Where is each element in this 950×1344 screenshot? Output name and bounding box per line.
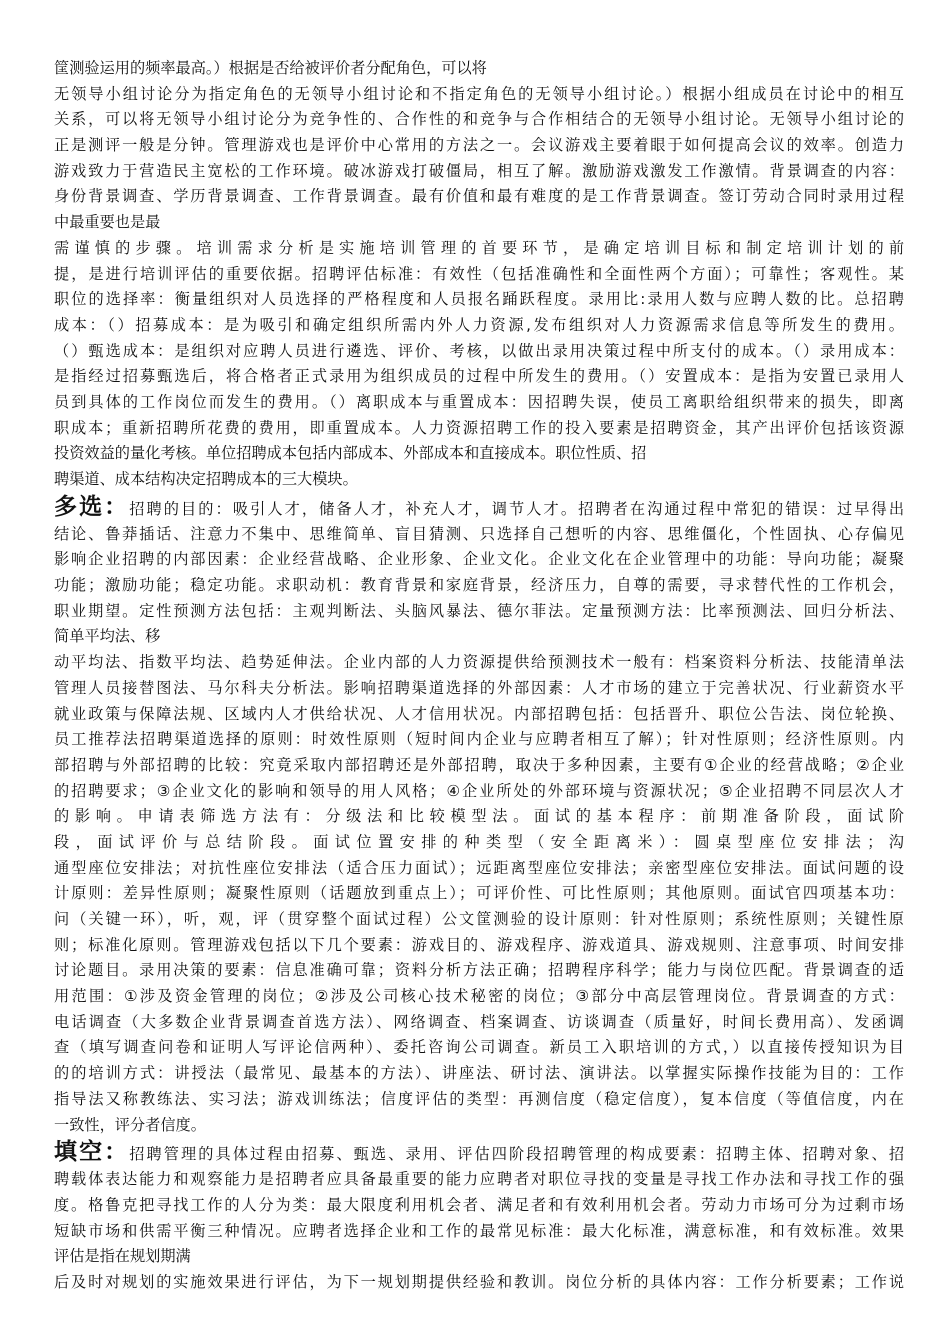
multi-select-heading: 多选： (54, 493, 130, 520)
fill-blank-first-text: 招聘管理的具体过程由招募、甄选、录用、评估四阶段招聘管理的构成要素：招聘主体、招聘对象、招 (129, 1145, 904, 1164)
text-line: 通型座位安排法；对抗性座位安排法（适合压力面试）；远距离型座位安排法；亲密型座位安排法。面试问题的设 (54, 858, 904, 877)
text-line: 聘载体表达能力和观察能力是招聘者应具备最重要的能力应聘者对职位寻找的变量是寻找工作办法和寻找工作的强 (54, 1170, 904, 1189)
text-line: 中最重要也是最 (54, 213, 161, 232)
text-line: 指导法又称教练法、实习法；游戏训练法；信度评估的类型：再测信度（稳定信度），复本信度（等值信度，内在 (54, 1089, 904, 1108)
text-line: 的招聘要求；③企业文化的影响和领导的用人风格；④企业所处的外部环境与资源状况；⑤企业招聘不同层次人才 (54, 781, 904, 800)
text-line: 短缺市场和供需平衡三种情况。应聘者选择企业和工作的最常见标准：最大化标准，满意标准，和有效标准。效果 (54, 1221, 904, 1240)
text-line: 结论、鲁莽插话、注意力不集中、思维简单、盲目猜测、只选择自己想听的内容、思维僵化，个性固执、心存偏见 (54, 524, 904, 543)
text-line: 关系，可以将无领导小组讨论分为竞争性的、合作性的和竞争与合作相结合的无领导小组讨论。无领导小组讨论的 (54, 110, 904, 129)
text-line: 影响企业招聘的内部因素：企业经营战略、企业形象、企业文化。企业文化在企业管理中的功能：导向功能；凝聚 (54, 550, 904, 569)
text-line: 筐测验运用的频率最高。）根据是否给被评价者分配角色，可以将 (54, 59, 487, 77)
text-line: 聘渠道、成本结构决定招聘成本的三大模块。 (54, 470, 358, 488)
text-line: 一致性，评分者信度。 (54, 1115, 206, 1134)
text-line: 部招聘与外部招聘的比较：究竟采取内部招聘还是外部招聘，取决于多种因素，主要有①企业的经营战略；②企业 (54, 755, 904, 774)
text-line: 的的培训方式：讲授法（最常见、最基本的方法）、讲座法、研讨法、演讲法。以掌握实际操作技能为目的：工作 (54, 1064, 904, 1083)
text-line: 成本：（）招募成本：是为吸引和确定组织所需内外人力资源,发布组织对人力资源需求信息等所发生的费用。 (54, 315, 904, 334)
text-line: 管理人员接替图法、马尔科夫分析法。影响招聘渠道选择的外部因素：人才市场的建立于完善状况、行业薪资水平 (54, 678, 904, 697)
multi-select-paragraph (54, 522, 904, 1139)
text-line: 动平均法、指数平均法、趋势延伸法。企业内部的人力资源提供给预测技术一般有：档案资料分析法、技能清单法 (54, 653, 904, 672)
multi-select-first-text: 招聘的目的：吸引人才，储备人才，补充人才，调节人才。招聘者在沟通过程中常犯的错误：过早得出 (129, 499, 904, 518)
text-line: 评估是指在规划期满 (54, 1247, 191, 1266)
text-line: 职位的选择率：衡量组织对人员选择的严格程度和人员报名踊跃程度。录用比:录用人数与应聘人数的比。总招聘 (54, 290, 904, 309)
fill-blank-first-line (54, 1138, 904, 1167)
text-line: 的影响。申请表筛选方法有：分级法和比较模型法。面试的基本程序：前期准备阶段，面试阶 (54, 807, 904, 826)
text-line: 则；标准化原则。管理游戏包括以下几个要素：游戏目的、游戏程序、游戏道具、游戏规则、注意事项、时间安排 (54, 935, 904, 954)
text-line: 就业政策与保障法规、区域内人才供给状况、人才信用状况。内部招聘包括：包括晋升、职位公告法、岗位轮换、 (54, 704, 904, 723)
text-line: 后及时对规划的实施效果进行评估，为下一规划期提供经验和教训。岗位分析的具体内容：工作分析要素；工作说 (54, 1272, 904, 1291)
text-line: 用范围：①涉及资金管理的岗位；②涉及公司核心技术秘密的岗位；③部分中高层管理岗位。背景调查的方式： (54, 987, 904, 1006)
text-line: 讨论题目。录用决策的要素：信息准确可靠；资料分析方法正确；招聘程序科学；能力与岗位匹配。背景调查的适 (54, 961, 904, 980)
text-line: 游戏致力于营造民主宽松的工作环境。破冰游戏打破僵局，相互了解。激励游戏激发工作激情。背景调查的内容： (54, 161, 904, 180)
multi-select-first-line (54, 493, 904, 522)
text-line: 是指经过招募甄选后，将合格者正式录用为组织成员的过程中所发生的费用。（）安置成本：是指为安置已录用人 (54, 367, 904, 386)
text-line: 身份背景调查、学历背景调查、工作背景调查。最有价值和最有难度的是工作背景调查。签订劳动合同时录用过程 (54, 187, 904, 206)
text-line: 无领导小组讨论分为指定角色的无领导小组讨论和不指定角色的无领导小组讨论。）根据小组成员在讨论中的相互 (54, 84, 904, 103)
text-line: 功能；激励功能；稳定功能。求职动机：教育背景和家庭背景，经济压力，自尊的需要，寻求替代性的工作机会， (54, 576, 904, 595)
text-line: 问（关键一环），听，观，评（贯穿整个面试过程）公文筐测验的设计原则：针对性原则；系统性原则；关键性原 (54, 910, 904, 928)
text-line: 计原则：差异性原则；凝聚性原则（话题放到重点上）；可评价性、可比性原则；其他原则。面试官四项基本功： (54, 884, 904, 903)
text-line: 段，面试评价与总结阶段。面试位置安排的种类型（安全距离米）：圆桌型座位安排法；沟 (54, 832, 904, 851)
text-line: （）甄选成本：是组织对应聘人员进行遴选、评价、考核，以做出录用决策过程中所支付的成本。（）录用成本： (54, 341, 904, 360)
text-line: 员到具体的工作岗位而发生的费用。（）离职成本与重置成本：因招聘失误，使员工离职给组织带来的损失，即离 (54, 392, 904, 411)
text-line: 提，是进行培训评估的重要依据。招聘评估标准：有效性（包括准确性和全面性两个方面）；可靠性；客观性。某 (54, 264, 904, 283)
text-line: 投资效益的量化考核。单位招聘成本包括内部成本、外部成本和直接成本。职位性质、招 (54, 444, 647, 463)
fill-blank-heading: 填空： (54, 1139, 130, 1166)
text-line: 简单平均法、移 (54, 627, 161, 646)
text-line: 职成本；重新招聘所花费的费用，即重置成本。人力资源招聘工作的投入要素是招聘资金，其产出评价包括该资源 (54, 418, 904, 437)
text-line: 度。格鲁克把寻找工作的人分为类：最大限度利用机会者、满足者和有效利用机会者。劳动力市场可分为过剩市场 (54, 1195, 904, 1214)
text-line: 查（填写调查问卷和证明人写评论信两种）、委托咨询公司调查。新员工入职培训的方式，）以直接传授知识为目 (54, 1038, 904, 1057)
text-line: 电话调查（大多数企业背景调查首选方法）、网络调查、档案调查、访谈调查（质量好，时间长费用高）、发函调 (54, 1012, 904, 1031)
fill-blank-paragraph (54, 1167, 904, 1295)
text-line: 职业期望。定性预测方法包括：主观判断法、头脑风暴法、德尔菲法。定量预测方法：比率预测法、回归分析法、 (54, 601, 904, 620)
text-line: 员工推荐法招聘渠道选择的原则：时效性原则（短时间内企业与应聘者相互了解）；针对性原则；经济性原则。内 (54, 730, 904, 749)
intro-paragraph (54, 56, 904, 493)
text-line: 需谨慎的步骤。培训需求分析是实施培训管理的首要环节，是确定培训目标和制定培训计划的前 (54, 238, 904, 257)
text-line: 正是测评一般是分钟。管理游戏也是评价中心常用的方法之一。会议游戏主要着眼于如何提高会议的效率。创造力 (54, 136, 904, 155)
document-page (54, 56, 904, 1296)
